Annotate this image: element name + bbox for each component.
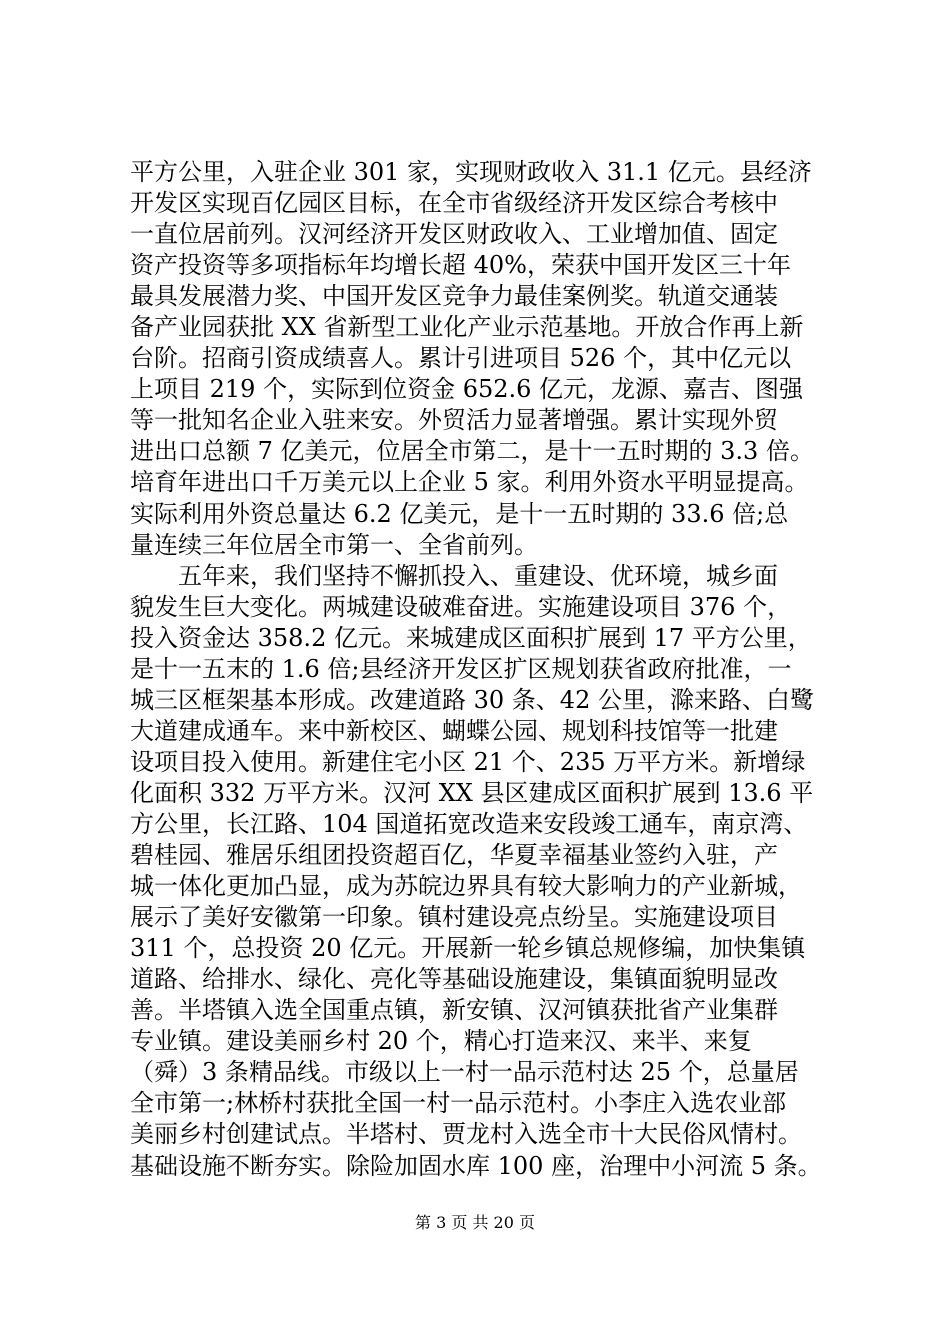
text-line: 全市第一;林桥村获批全国一村一品示范村。小李庄入选农业部 (130, 1089, 787, 1118)
text-line: 等一批知名企业入驻来安。外贸活力显著增强。累计实现外贸 (130, 406, 778, 435)
text-line: 台阶。招商引资成绩喜人。累计引进项目 526 个，其中亿元以 (130, 344, 792, 373)
text-line: 开发区实现百亿园区目标，在全市省级经济开发区综合考核中 (130, 189, 778, 218)
text-line: 量连续三年位居全市第一、全省前列。 (130, 530, 538, 559)
page-number-footer: 第 3 页 共 20 页 (415, 1213, 535, 1232)
text-line: 美丽乡村创建试点。半塔村、贾龙村入选全市十大民俗风情村。 (130, 1120, 802, 1149)
text-line: 设项目投入使用。新建住宅小区 21 个、235 万平方米。新增绿 (130, 747, 806, 776)
text-line: 化面积 332 万平方米。汉河 XX 县区建成区面积扩展到 13.6 平 (130, 778, 814, 807)
text-line: 平方公里，入驻企业 301 家，实现财政收入 31.1 亿元。县经济 (130, 158, 812, 186)
text-line: 投入资金达 358.2 亿元。来城建成区面积扩展到 17 平方公里， (130, 623, 812, 652)
text-line: 专业镇。建设美丽乡村 20 个，精心打造来汉、来半、来复 (130, 1027, 752, 1056)
text-line: 善。半塔镇入选全国重点镇，新安镇、汉河镇获批省产业集群 (130, 996, 778, 1025)
text-line: 资产投资等多项指标年均增长超 40%，荣获中国开发区三十年 (130, 251, 791, 280)
text-line: 一直位居前列。汉河经济开发区财政收入、工业增加值、固定 (130, 220, 778, 249)
text-line: 最具发展潜力奖、中国开发区竞争力最佳案例奖。轨道交通装 (130, 282, 778, 311)
text-line: 城一体化更加凸显，成为苏皖边界具有较大影响力的产业新城， (130, 872, 802, 901)
text-line: 五年来，我们坚持不懈抓投入、重建设、优环境，城乡面 (130, 561, 778, 590)
text-line: 实际利用外资总量达 6.2 亿美元，是十一五时期的 33.6 倍;总 (130, 499, 789, 528)
text-line: 展示了美好安徽第一印象。镇村建设亮点纷呈。实施建设项目 (130, 903, 778, 932)
text-line: 上项目 219 个，实际到位资金 652.6 亿元，龙源、嘉吉、图强 (130, 375, 804, 404)
text-line: 碧桂园、雅居乐组团投资超百亿，华夏幸福基业签约入驻，产 (130, 841, 778, 870)
text-line: 备产业园获批 XX 省新型工业化产业示范基地。开放合作再上新 (130, 313, 804, 342)
text-line: 貌发生巨大变化。两城建设破难奋进。实施建设项目 376 个， (130, 592, 792, 621)
text-line: 进出口总额 7 亿美元，位居全市第二，是十一五时期的 3.3 倍。 (130, 437, 814, 466)
text-line: 道路、给排水、绿化、亮化等基础设施建设，集镇面貌明显改 (130, 965, 778, 994)
body-text (130, 157, 850, 1182)
text-line: 是十一五末的 1.6 倍;县经济开发区扩区规划获省政府批准，一 (130, 654, 792, 683)
text-line: 方公里，长江路、104 国道拓宽改造来安段竣工通车，南京湾、 (130, 809, 808, 838)
text-line: 基础设施不断夯实。除险加固水库 100 座，治理中小河流 5 条。 (130, 1151, 822, 1180)
text-line: 城三区框架基本形成。改建道路 30 条、42 公里，滁来路、白鹭 (130, 685, 814, 714)
text-line: （舜）3 条精品线。市级以上一村一品示范村达 25 个，总量居 (130, 1058, 799, 1087)
text-line: 培育年进出口千万美元以上企业 5 家。利用外资水平明显提高。 (130, 468, 809, 497)
text-line: 大道建成通车。来中新校区、蝴蝶公园、规划科技馆等一批建 (130, 716, 778, 745)
text-line: 311 个，总投资 20 亿元。开展新一轮乡镇总规修编，加快集镇 (130, 934, 806, 963)
